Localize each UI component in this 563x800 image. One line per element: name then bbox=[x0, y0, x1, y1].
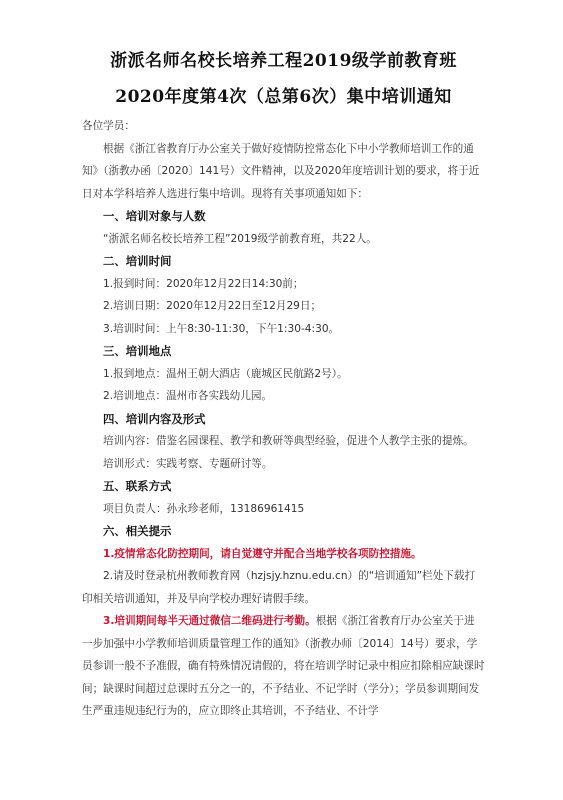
section-3-line: 1.报到地点：温州王朝大酒店（鹿城区民航路2号）。 bbox=[103, 367, 348, 380]
notice-item-3-text: 根据《浙江省教育厅办公室关于进一步加强中小学教师培训质量管理工作的通知》（浙教办师〔2014〕14号）要求，学员参训一般不予准假，确有特殊情况请假的，将在培训学时记录中相应扣除相应缺课时间；缺课时间超过总课时五分之一的，不予结业、不记学时（学分）；学员参训期间发生严重违规违纪行为的，应立即终止其培训，不予结业、不计学 bbox=[82, 615, 485, 717]
section-1-heading: 一、培训对象与人数 bbox=[103, 209, 206, 223]
document-title-line2: 2020年度第4次（总第6次）集中培训通知 bbox=[115, 87, 452, 107]
section-5-heading: 五、联系方式 bbox=[103, 479, 172, 493]
section-2-line: 2.培训日期：2020年12月22日至12月29日； bbox=[103, 300, 322, 312]
section-6-heading: 六、相关提示 bbox=[103, 524, 172, 538]
section-3-heading: 三、培训地点 bbox=[103, 344, 172, 358]
notice-item-3-highlight: 3.培训期间每半天通过微信二维码进行考勤。 bbox=[103, 615, 316, 627]
section-4-heading: 四、培训内容及形式 bbox=[103, 411, 206, 426]
section-2-heading: 二、培训时间 bbox=[103, 254, 172, 268]
section-3-line: 2.培训地点：温州市各实践幼儿园。 bbox=[103, 390, 273, 402]
notice-item-3 bbox=[82, 610, 485, 723]
greeting: 各位学员： bbox=[82, 120, 135, 132]
section-4-line: 培训形式：实践考察、专题研讨等。 bbox=[103, 457, 273, 470]
intro-paragraph: 根据《浙江省教育厅办公室关于做好疫情防控常态化下中小学教师培训工作的通知》（浙教办函〔2020〕141号）文件精神，以及2020年度培训计划的要求，将于近日对本学科培养人选进行集中培训。现将有关事项通知如下： bbox=[82, 142, 480, 200]
notice-item-1: 1.疫情常态化防控期间，请自觉遵守并配合当地学校各项防控措施。 bbox=[103, 547, 422, 560]
section-2-line: 3.培训时间：上午8:30-11:30，下午1:30-4:30。 bbox=[103, 322, 340, 335]
document-title-line1: 浙派名师名校长培养工程2019级学前教育班 bbox=[110, 51, 457, 71]
section-1-line: “浙派名师名校长培养工程”2019级学前教育班，共22人。 bbox=[103, 232, 377, 245]
notice-item-2: 2.请及时登录杭州教师教育网（hzjsjy.hznu.edu.cn）的“培训通知”栏处下载打印相关培训通知，并及早向学校办理好请假手续。 bbox=[82, 570, 476, 605]
section-5-line: 项目负责人：孙永珍老师，13186961415 bbox=[103, 502, 305, 515]
section-4-line: 培训内容：借鉴名园课程、教学和教研等典型经验，促进个人教学主张的提炼。 bbox=[103, 435, 474, 447]
section-2-line: 1.报到时间：2020年12月22日14:30前； bbox=[103, 277, 304, 290]
